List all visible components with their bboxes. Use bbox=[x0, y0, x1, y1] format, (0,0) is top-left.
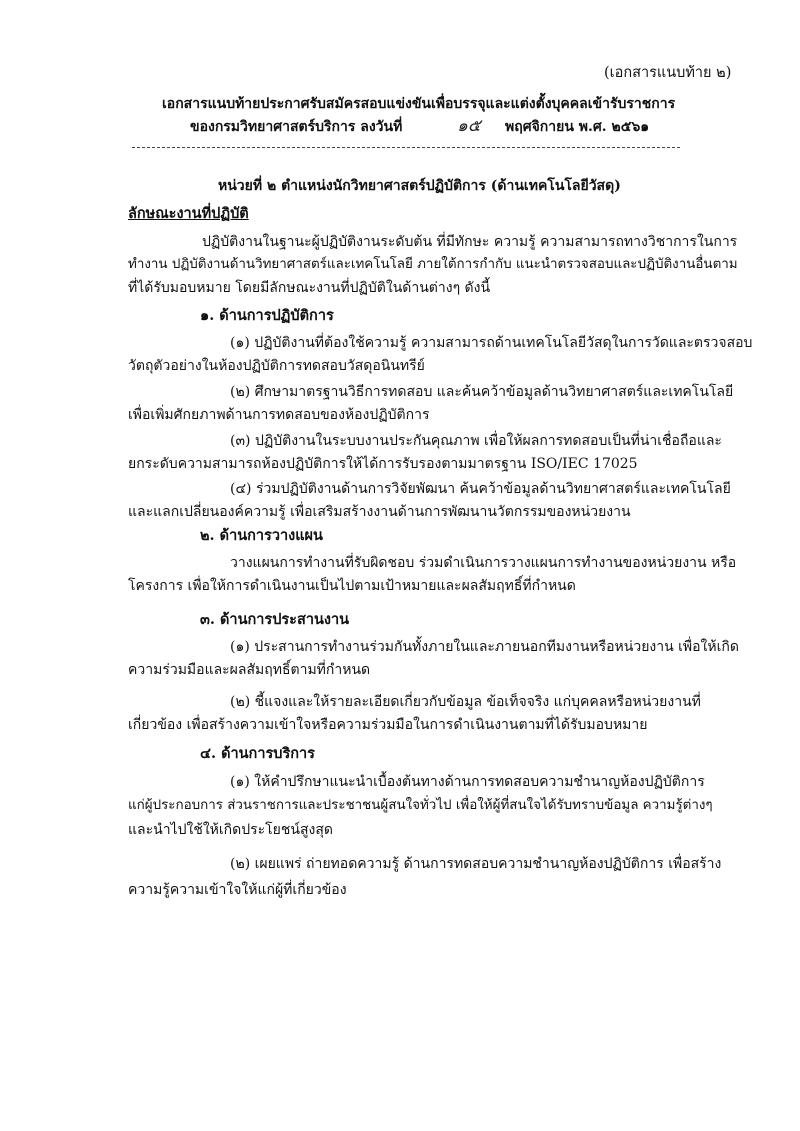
s4-item-2-line-1: (๒) เผยแพร่ ถ่ายทอดความรู้ ด้านการทดสอบความชำนาญห้องปฏิบัติการ เพื่อสร้าง bbox=[230, 856, 722, 872]
intro-line: ที่ได้รับมอบหมาย โดยมีลักษณะงานที่ปฏิบัติในด้านต่างๆ ดังนี้ bbox=[128, 280, 491, 296]
section-4-title: ๔. ด้านการบริการ bbox=[200, 745, 315, 762]
section-heading: ลักษณะงานที่ปฏิบัติ bbox=[128, 205, 249, 222]
s1-item-4-line-2: และแลกเปลี่ยนองค์ความรู้ เพื่อเสริมสร้างงานด้านการพัฒนานวัตกรรมของหน่วยงาน bbox=[128, 504, 631, 520]
s1-item-1-line-2: วัตถุตัวอย่างในห้องปฏิบัติการทดสอบวัสดุอนินทรีย์ bbox=[128, 358, 425, 374]
intro-line: ปฏิบัติงานในฐานะผู้ปฏิบัติงานระดับต้น ที่มีทักษะ ความรู้ ความสามารถทางวิชาการในการ bbox=[202, 234, 738, 250]
s3-item-1-line-1: (๑) ประสานการทำงานร่วมกันทั้งภายในและภายนอกทีมงานหรือหน่วยงาน เพื่อให้เกิด bbox=[230, 639, 739, 655]
s1-item-1-line-1: (๑) ปฏิบัติงานที่ต้องใช้ความรู้ ความสามารถด้านเทคโนโลยีวัสดุในการวัดและตรวจสอบ bbox=[230, 335, 753, 351]
s3-item-1-line-2: ความร่วมมือและผลสัมฤทธิ์ตามที่กำหนด bbox=[128, 662, 371, 678]
attachment-label: (เอกสารแนบท้าย ๒) bbox=[604, 65, 732, 81]
header-divider bbox=[132, 147, 680, 148]
handwritten-date: ๑๕ bbox=[457, 116, 481, 136]
s4-item-1-line-3: และนำไปใช้ให้เกิดประโยชน์สูงสุด bbox=[128, 822, 333, 838]
section-3-title: ๓. ด้านการประสานงาน bbox=[200, 611, 350, 628]
header-line-2-suffix: พฤศจิกายน พ.ศ. ๒๕๖๑ bbox=[505, 119, 650, 135]
s1-item-2-line-2: เพื่อเพิ่มศักยภาพด้านการทดสอบของห้องปฏิบัติการ bbox=[128, 407, 430, 423]
intro-line: ทำงาน ปฏิบัติงานด้านวิทยาศาสตร์และเทคโนโลยี ภายใต้การกำกับ แนะนำตรวจสอบและปฏิบัติงานอื่นตาม bbox=[128, 257, 738, 272]
s2-line-1: วางแผนการทำงานที่รับผิดชอบ ร่วมดำเนินการวางแผนการทำงานของหน่วยงาน หรือ bbox=[230, 555, 737, 571]
header-line-1: เอกสารแนบท้ายประกาศรับสมัครสอบแข่งขันเพื่อบรรจุและแต่งตั้งบุคคลเข้ารับราชการ bbox=[162, 96, 676, 112]
s1-item-2-line-1: (๒) ศึกษามาตรฐานวิธีการทดสอบ และค้นคว้าข้อมูลด้านวิทยาศาสตร์และเทคโนโลยี bbox=[230, 384, 734, 400]
s3-item-2-line-1: (๒) ชี้แจงและให้รายละเอียดเกี่ยวกับข้อมูล ข้อเท็จจริง แก่บุคคลหรือหน่วยงานที่ bbox=[230, 694, 701, 710]
section-2-title: ๒. ด้านการวางแผน bbox=[200, 527, 323, 544]
s4-item-1-line-1: (๑) ให้คำปรึกษาแนะนำเบื้องต้นทางด้านการทดสอบความชำนาญห้องปฏิบัติการ bbox=[230, 774, 705, 790]
s2-line-2: โครงการ เพื่อให้การดำเนินงานเป็นไปตามเป้าหมายและผลสัมฤทธิ์ที่กำหนด bbox=[128, 578, 576, 594]
header-line-2-prefix: ของกรมวิทยาศาสตร์บริการ ลงวันที่ bbox=[190, 119, 403, 135]
s1-item-4-line-1: (๔) ร่วมปฏิบัติงานด้านการวิจัยพัฒนา ค้นคว้าข้อมูลด้านวิทยาศาสตร์และเทคโนโลยี bbox=[230, 481, 731, 497]
s4-item-1-line-2: แก่ผู้ประกอบการ ส่วนราชการและประชาชนผู้สนใจทั่วไป เพื่อให้ผู้ที่สนใจได้รับทราบข้อมูล ความรู้ต่างๆ bbox=[128, 798, 713, 813]
unit-title: หน่วยที่ ๒ ตำแหน่งนักวิทยาศาสตร์ปฏิบัติการ (ด้านเทคโนโลยีวัสดุ) bbox=[218, 178, 621, 194]
s1-item-3-line-1: (๓) ปฏิบัติงานในระบบงานประกันคุณภาพ เพื่อให้ผลการทดสอบเป็นที่น่าเชื่อถือและ bbox=[230, 433, 722, 449]
section-1-title: ๑. ด้านการปฏิบัติการ bbox=[200, 307, 334, 324]
s3-item-2-line-2: เกี่ยวข้อง เพื่อสร้างความเข้าใจหรือความร่วมมือในการดำเนินงานตามที่ได้รับมอบหมาย bbox=[128, 717, 648, 733]
s1-item-3-line-2: ยกระดับความสามารถห้องปฏิบัติการให้ได้การรับรองตามมาตรฐาน ISO/IEC 17025 bbox=[128, 456, 638, 472]
s4-item-2-line-2: ความรู้ความเข้าใจให้แก่ผู้ที่เกี่ยวข้อง bbox=[128, 882, 347, 898]
